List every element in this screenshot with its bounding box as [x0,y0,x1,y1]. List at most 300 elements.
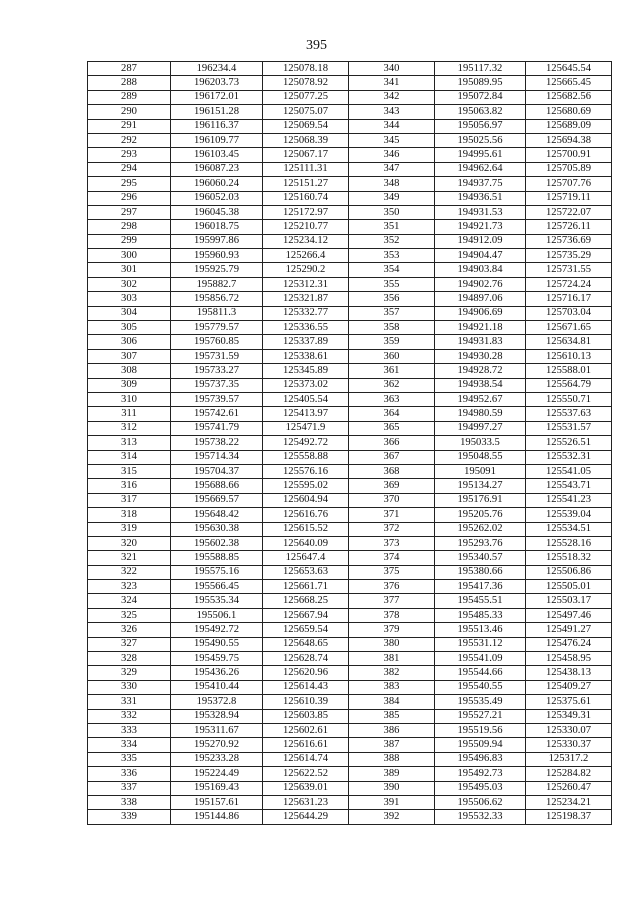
y-coordinate-cell: 125317.2 [526,752,612,766]
y-coordinate-cell: 125576.16 [263,464,349,478]
x-coordinate-cell: 195509.94 [435,738,526,752]
y-coordinate-cell: 125532.31 [526,450,612,464]
x-coordinate-cell: 195169.43 [171,781,263,795]
point-number-cell: 349 [349,191,435,205]
x-coordinate-cell: 195056.97 [435,119,526,133]
x-coordinate-cell: 195739.57 [171,392,263,406]
y-coordinate-cell: 125700.91 [526,148,612,162]
table-row [88,249,612,263]
x-coordinate-cell: 196203.73 [171,76,263,90]
y-coordinate-cell: 125639.01 [263,781,349,795]
y-coordinate-cell: 125731.55 [526,263,612,277]
point-number-cell: 352 [349,234,435,248]
x-coordinate-cell: 195157.61 [171,795,263,809]
y-coordinate-cell: 125667.94 [263,608,349,622]
y-coordinate-cell: 125645.54 [526,62,612,76]
y-coordinate-cell: 125614.74 [263,752,349,766]
table-row [88,551,612,565]
x-coordinate-cell: 194902.76 [435,277,526,291]
y-coordinate-cell: 125409.27 [526,680,612,694]
x-coordinate-cell: 195117.32 [435,62,526,76]
table-row [88,205,612,219]
x-coordinate-cell: 195714.34 [171,450,263,464]
x-coordinate-cell: 195602.38 [171,536,263,550]
x-coordinate-cell: 195731.59 [171,349,263,363]
y-coordinate-cell: 125332.77 [263,306,349,320]
y-coordinate-cell: 125541.23 [526,493,612,507]
point-number-cell: 305 [88,321,171,335]
y-coordinate-cell: 125644.29 [263,810,349,824]
x-coordinate-cell: 195072.84 [435,90,526,104]
table-row [88,536,612,550]
y-coordinate-cell: 125497.46 [526,608,612,622]
table-row [88,752,612,766]
point-number-cell: 376 [349,580,435,594]
table-row [88,162,612,176]
point-number-cell: 330 [88,680,171,694]
y-coordinate-cell: 125668.25 [263,594,349,608]
y-coordinate-cell: 125682.56 [526,90,612,104]
table-row [88,421,612,435]
point-number-cell: 288 [88,76,171,90]
y-coordinate-cell: 125284.82 [526,767,612,781]
x-coordinate-cell: 196052.03 [171,191,263,205]
x-coordinate-cell: 194962.64 [435,162,526,176]
point-number-cell: 350 [349,205,435,219]
point-number-cell: 324 [88,594,171,608]
coordinate-table-body [88,62,612,825]
x-coordinate-cell: 194938.54 [435,378,526,392]
x-coordinate-cell: 195540.55 [435,680,526,694]
y-coordinate-cell: 125505.01 [526,580,612,594]
point-number-cell: 336 [88,767,171,781]
point-number-cell: 316 [88,479,171,493]
x-coordinate-cell: 195741.79 [171,421,263,435]
point-number-cell: 380 [349,637,435,651]
y-coordinate-cell: 125111.31 [263,162,349,176]
point-number-cell: 373 [349,536,435,550]
table-row [88,177,612,191]
y-coordinate-cell: 125615.52 [263,522,349,536]
y-coordinate-cell: 125616.76 [263,508,349,522]
point-number-cell: 293 [88,148,171,162]
x-coordinate-cell: 196109.77 [171,133,263,147]
x-coordinate-cell: 195535.49 [435,695,526,709]
table-row [88,810,612,824]
point-number-cell: 390 [349,781,435,795]
point-number-cell: 301 [88,263,171,277]
x-coordinate-cell: 195490.55 [171,637,263,651]
y-coordinate-cell: 125647.4 [263,551,349,565]
table-row [88,407,612,421]
point-number-cell: 348 [349,177,435,191]
table-row [88,335,612,349]
table-row [88,464,612,478]
y-coordinate-cell: 125312.31 [263,277,349,291]
table-row [88,666,612,680]
table-row [88,133,612,147]
point-number-cell: 345 [349,133,435,147]
point-number-cell: 313 [88,436,171,450]
x-coordinate-cell: 195495.03 [435,781,526,795]
x-coordinate-cell: 194921.73 [435,220,526,234]
table-row [88,306,612,320]
point-number-cell: 392 [349,810,435,824]
point-number-cell: 340 [349,62,435,76]
point-number-cell: 368 [349,464,435,478]
point-number-cell: 302 [88,277,171,291]
x-coordinate-cell: 195527.21 [435,709,526,723]
x-coordinate-cell: 195311.67 [171,723,263,737]
table-row [88,90,612,104]
x-coordinate-cell: 195506.62 [435,795,526,809]
x-coordinate-cell: 195293.76 [435,536,526,550]
x-coordinate-cell: 195742.61 [171,407,263,421]
y-coordinate-cell: 125550.71 [526,392,612,406]
point-number-cell: 339 [88,810,171,824]
y-coordinate-cell: 125526.51 [526,436,612,450]
x-coordinate-cell: 194997.27 [435,421,526,435]
x-coordinate-cell: 196087.23 [171,162,263,176]
point-number-cell: 299 [88,234,171,248]
x-coordinate-cell: 195091 [435,464,526,478]
x-coordinate-cell: 195566.45 [171,580,263,594]
y-coordinate-cell: 125614.43 [263,680,349,694]
point-number-cell: 319 [88,522,171,536]
point-number-cell: 289 [88,90,171,104]
point-number-cell: 292 [88,133,171,147]
point-number-cell: 383 [349,680,435,694]
x-coordinate-cell: 195882.7 [171,277,263,291]
point-number-cell: 308 [88,364,171,378]
x-coordinate-cell: 195531.12 [435,637,526,651]
table-row [88,148,612,162]
point-number-cell: 353 [349,249,435,263]
x-coordinate-cell: 195492.73 [435,767,526,781]
point-number-cell: 297 [88,205,171,219]
y-coordinate-cell: 125069.54 [263,119,349,133]
x-coordinate-cell: 195541.09 [435,652,526,666]
point-number-cell: 343 [349,105,435,119]
table-row [88,479,612,493]
table-row [88,62,612,76]
table-row [88,738,612,752]
x-coordinate-cell: 195960.93 [171,249,263,263]
y-coordinate-cell: 125539.04 [526,508,612,522]
table-row [88,652,612,666]
x-coordinate-cell: 195436.26 [171,666,263,680]
x-coordinate-cell: 195733.27 [171,364,263,378]
point-number-cell: 372 [349,522,435,536]
table-row [88,781,612,795]
point-number-cell: 296 [88,191,171,205]
y-coordinate-cell: 125458.95 [526,652,612,666]
y-coordinate-cell: 125172.97 [263,205,349,219]
y-coordinate-cell: 125075.07 [263,105,349,119]
point-number-cell: 362 [349,378,435,392]
y-coordinate-cell: 125151.27 [263,177,349,191]
point-number-cell: 333 [88,723,171,737]
table-row [88,119,612,133]
table-row [88,392,612,406]
x-coordinate-cell: 195737.35 [171,378,263,392]
y-coordinate-cell: 125210.77 [263,220,349,234]
y-coordinate-cell: 125375.61 [526,695,612,709]
y-coordinate-cell: 125707.76 [526,177,612,191]
x-coordinate-cell: 195455.51 [435,594,526,608]
table-row [88,76,612,90]
point-number-cell: 388 [349,752,435,766]
x-coordinate-cell: 195485.33 [435,608,526,622]
x-coordinate-cell: 196103.45 [171,148,263,162]
point-number-cell: 309 [88,378,171,392]
y-coordinate-cell: 125260.47 [526,781,612,795]
point-number-cell: 311 [88,407,171,421]
x-coordinate-cell: 194952.67 [435,392,526,406]
x-coordinate-cell: 194912.09 [435,234,526,248]
point-number-cell: 359 [349,335,435,349]
y-coordinate-cell: 125659.54 [263,623,349,637]
point-number-cell: 344 [349,119,435,133]
x-coordinate-cell: 194931.53 [435,205,526,219]
point-number-cell: 304 [88,306,171,320]
x-coordinate-cell: 195410.44 [171,680,263,694]
y-coordinate-cell: 125068.39 [263,133,349,147]
point-number-cell: 384 [349,695,435,709]
point-number-cell: 298 [88,220,171,234]
x-coordinate-cell: 196060.24 [171,177,263,191]
x-coordinate-cell: 195492.72 [171,623,263,637]
x-coordinate-cell: 194904.47 [435,249,526,263]
table-row [88,608,612,622]
x-coordinate-cell: 194897.06 [435,292,526,306]
table-row [88,191,612,205]
y-coordinate-cell: 125603.85 [263,709,349,723]
y-coordinate-cell: 125703.04 [526,306,612,320]
y-coordinate-cell: 125610.13 [526,349,612,363]
y-coordinate-cell: 125537.63 [526,407,612,421]
table-row [88,277,612,291]
x-coordinate-cell: 195417.36 [435,580,526,594]
x-coordinate-cell: 195506.1 [171,608,263,622]
y-coordinate-cell: 125616.61 [263,738,349,752]
point-number-cell: 387 [349,738,435,752]
x-coordinate-cell: 194903.84 [435,263,526,277]
x-coordinate-cell: 194906.69 [435,306,526,320]
point-number-cell: 357 [349,306,435,320]
y-coordinate-cell: 125330.07 [526,723,612,737]
y-coordinate-cell: 125661.71 [263,580,349,594]
x-coordinate-cell: 194937.75 [435,177,526,191]
table-row [88,105,612,119]
point-number-cell: 354 [349,263,435,277]
x-coordinate-cell: 196151.28 [171,105,263,119]
y-coordinate-cell: 125198.37 [526,810,612,824]
x-coordinate-cell: 194995.61 [435,148,526,162]
table-row [88,450,612,464]
table-row [88,637,612,651]
y-coordinate-cell: 125705.89 [526,162,612,176]
point-number-cell: 322 [88,565,171,579]
y-coordinate-cell: 125471.9 [263,421,349,435]
x-coordinate-cell: 196234.4 [171,62,263,76]
point-number-cell: 320 [88,536,171,550]
y-coordinate-cell: 125518.32 [526,551,612,565]
point-number-cell: 315 [88,464,171,478]
y-coordinate-cell: 125338.61 [263,349,349,363]
table-row [88,795,612,809]
y-coordinate-cell: 125531.57 [526,421,612,435]
point-number-cell: 391 [349,795,435,809]
point-number-cell: 294 [88,162,171,176]
y-coordinate-cell: 125405.54 [263,392,349,406]
y-coordinate-cell: 125234.12 [263,234,349,248]
table-row [88,349,612,363]
point-number-cell: 381 [349,652,435,666]
x-coordinate-cell: 195519.56 [435,723,526,737]
table-row [88,709,612,723]
x-coordinate-cell: 195630.38 [171,522,263,536]
x-coordinate-cell: 195532.33 [435,810,526,824]
point-number-cell: 331 [88,695,171,709]
y-coordinate-cell: 125631.23 [263,795,349,809]
point-number-cell: 367 [349,450,435,464]
table-row [88,580,612,594]
y-coordinate-cell: 125234.21 [526,795,612,809]
point-number-cell: 332 [88,709,171,723]
x-coordinate-cell: 195738.22 [171,436,263,450]
point-number-cell: 314 [88,450,171,464]
y-coordinate-cell: 125628.74 [263,652,349,666]
y-coordinate-cell: 125726.11 [526,220,612,234]
y-coordinate-cell: 125680.69 [526,105,612,119]
x-coordinate-cell: 195925.79 [171,263,263,277]
y-coordinate-cell: 125620.96 [263,666,349,680]
table-row [88,522,612,536]
point-number-cell: 369 [349,479,435,493]
page-number: 395 [306,38,327,53]
y-coordinate-cell: 125634.81 [526,335,612,349]
x-coordinate-cell: 195134.27 [435,479,526,493]
y-coordinate-cell: 125503.17 [526,594,612,608]
point-number-cell: 377 [349,594,435,608]
y-coordinate-cell: 125438.13 [526,666,612,680]
y-coordinate-cell: 125506.86 [526,565,612,579]
point-number-cell: 325 [88,608,171,622]
y-coordinate-cell: 125492.72 [263,436,349,450]
y-coordinate-cell: 125337.89 [263,335,349,349]
point-number-cell: 375 [349,565,435,579]
point-number-cell: 363 [349,392,435,406]
point-number-cell: 337 [88,781,171,795]
x-coordinate-cell: 195025.56 [435,133,526,147]
y-coordinate-cell: 125558.88 [263,450,349,464]
point-number-cell: 355 [349,277,435,291]
point-number-cell: 374 [349,551,435,565]
y-coordinate-cell: 125266.4 [263,249,349,263]
coordinate-table [87,61,612,825]
x-coordinate-cell: 195063.82 [435,105,526,119]
y-coordinate-cell: 125078.92 [263,76,349,90]
point-number-cell: 351 [349,220,435,234]
x-coordinate-cell: 195033.5 [435,436,526,450]
y-coordinate-cell: 125345.89 [263,364,349,378]
y-coordinate-cell: 125648.65 [263,637,349,651]
x-coordinate-cell: 195205.76 [435,508,526,522]
point-number-cell: 378 [349,608,435,622]
point-number-cell: 371 [349,508,435,522]
x-coordinate-cell: 194936.51 [435,191,526,205]
point-number-cell: 385 [349,709,435,723]
point-number-cell: 370 [349,493,435,507]
y-coordinate-cell: 125067.17 [263,148,349,162]
point-number-cell: 327 [88,637,171,651]
x-coordinate-cell: 195811.3 [171,306,263,320]
x-coordinate-cell: 195779.57 [171,321,263,335]
y-coordinate-cell: 125330.37 [526,738,612,752]
point-number-cell: 310 [88,392,171,406]
point-number-cell: 335 [88,752,171,766]
point-number-cell: 329 [88,666,171,680]
y-coordinate-cell: 125564.79 [526,378,612,392]
x-coordinate-cell: 194930.28 [435,349,526,363]
y-coordinate-cell: 125671.65 [526,321,612,335]
y-coordinate-cell: 125160.74 [263,191,349,205]
x-coordinate-cell: 195648.42 [171,508,263,522]
table-row [88,436,612,450]
y-coordinate-cell: 125689.09 [526,119,612,133]
point-number-cell: 307 [88,349,171,363]
point-number-cell: 338 [88,795,171,809]
y-coordinate-cell: 125413.97 [263,407,349,421]
table-row [88,263,612,277]
y-coordinate-cell: 125694.38 [526,133,612,147]
y-coordinate-cell: 125373.02 [263,378,349,392]
table-row [88,680,612,694]
point-number-cell: 386 [349,723,435,737]
table-row [88,723,612,737]
point-number-cell: 291 [88,119,171,133]
x-coordinate-cell: 195856.72 [171,292,263,306]
x-coordinate-cell: 195588.85 [171,551,263,565]
point-number-cell: 312 [88,421,171,435]
point-number-cell: 364 [349,407,435,421]
point-number-cell: 318 [88,508,171,522]
point-number-cell: 290 [88,105,171,119]
x-coordinate-cell: 195372.8 [171,695,263,709]
y-coordinate-cell: 125595.02 [263,479,349,493]
x-coordinate-cell: 195233.28 [171,752,263,766]
point-number-cell: 306 [88,335,171,349]
y-coordinate-cell: 125610.39 [263,695,349,709]
x-coordinate-cell: 195262.02 [435,522,526,536]
table-row [88,234,612,248]
x-coordinate-cell: 196116.37 [171,119,263,133]
y-coordinate-cell: 125716.17 [526,292,612,306]
table-row [88,292,612,306]
point-number-cell: 323 [88,580,171,594]
point-number-cell: 287 [88,62,171,76]
point-number-cell: 365 [349,421,435,435]
x-coordinate-cell: 194980.59 [435,407,526,421]
table-row [88,378,612,392]
table-row [88,623,612,637]
y-coordinate-cell: 125321.87 [263,292,349,306]
x-coordinate-cell: 195575.16 [171,565,263,579]
point-number-cell: 328 [88,652,171,666]
point-number-cell: 389 [349,767,435,781]
x-coordinate-cell: 196018.75 [171,220,263,234]
